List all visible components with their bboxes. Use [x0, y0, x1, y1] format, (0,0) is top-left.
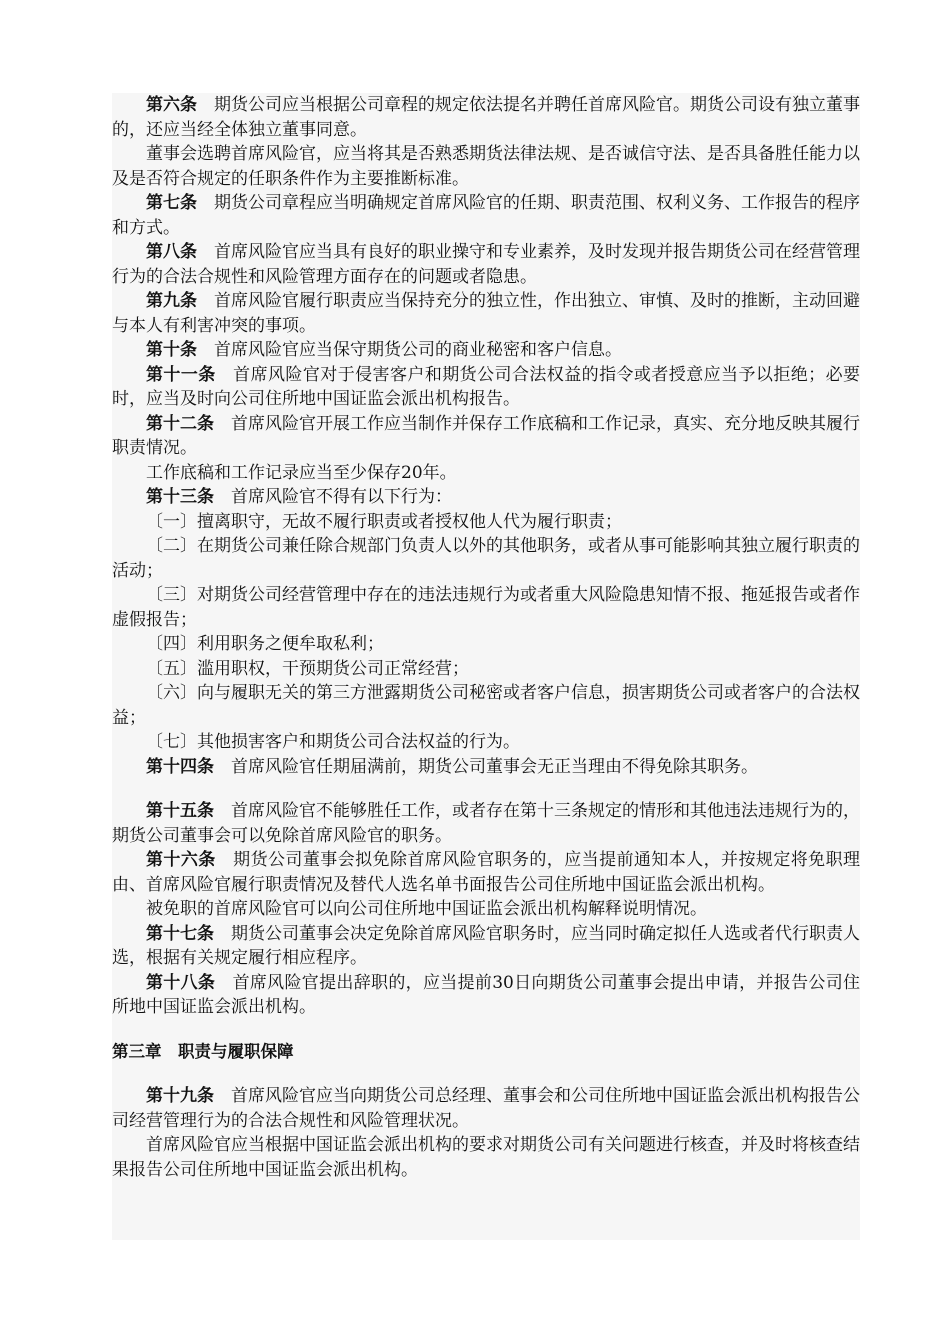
article-11: 第十一条 首席风险官对于侵害客户和期货公司合法权益的指令或者授意应当予以拒绝；必要时，应当及时向公司住所地中国证监会派出机构报告。	[112, 364, 860, 409]
chapter-heading: 第三章 职责与履职保障	[112, 1041, 294, 1061]
article-18: 第十八条 首席风险官提出辞职的，应当提前30日向期货公司董事会提出申请，并报告公司住所地中国证监会派出机构。	[112, 972, 860, 1017]
article-19: 第十九条 首席风险官应当向期货公司总经理、董事会和公司住所地中国证监会派出机构报告公司经营管理行为的合法合规性和风险管理状况。	[112, 1086, 860, 1131]
article-7: 第七条 期货公司章程应当明确规定首席风险官的任期、职责范围、权利义务、工作报告的程序和方式。	[112, 193, 860, 238]
list-item: 〔一〕擅离职守，无故不履行职责或者授权他人代为履行职责；	[146, 511, 622, 532]
document-page	[112, 93, 860, 1240]
article-6: 第六条 期货公司应当根据公司章程的规定依法提名并聘任首席风险官。期货公司设有独立董事的，还应当经全体独立董事同意。	[112, 95, 860, 140]
article-12: 第十二条 首席风险官开展工作应当制作并保存工作底稿和工作记录，真实、充分地反映其履行职责情况。	[112, 413, 860, 458]
list-item: 〔四〕利用职务之便牟取私利；	[146, 634, 384, 654]
list-item: 〔三〕对期货公司经营管理中存在的违法违规行为或者重大风险隐患知情不报、拖延报告或者作虚假报告；	[112, 585, 860, 630]
paragraph: 被免职的首席风险官可以向公司住所地中国证监会派出机构解释说明情况。	[146, 899, 707, 919]
article-15: 第十五条 首席风险官不能够胜任工作，或者存在第十三条规定的情形和其他违法违规行为的，期货公司董事会可以免除首席风险官的职务。	[112, 801, 860, 846]
list-item: 〔二〕在期货公司兼任除合规部门负责人以外的其他职务，或者从事可能影响其独立履行职责的活动；	[112, 536, 860, 581]
article-9: 第九条 首席风险官履行职责应当保持充分的独立性，作出独立、审慎、及时的推断，主动回避与本人有利害冲突的事项。	[112, 291, 860, 336]
list-item: 〔五〕滥用职权，干预期货公司正常经营；	[146, 658, 469, 679]
list-item: 〔六〕向与履职无关的第三方泄露期货公司秘密或者客户信息，损害期货公司或者客户的合法权益；	[112, 683, 860, 728]
paragraph: 首席风险官应当根据中国证监会派出机构的要求对期货公司有关问题进行核查，并及时将核查结果报告公司住所地中国证监会派出机构。	[112, 1135, 860, 1180]
article-13: 第十三条 首席风险官不得有以下行为：	[146, 487, 452, 507]
spacer	[112, 779, 860, 799]
paragraph: 董事会选聘首席风险官，应当将其是否熟悉期货法律法规、是否诚信守法、是否具备胜任能力以及是否符合规定的任职条件作为主要推断标准。	[112, 144, 860, 189]
article-14: 第十四条 首席风险官任期届满前，期货公司董事会无正当理由不得免除其职务。	[146, 756, 758, 777]
paragraph: 工作底稿和工作记录应当至少保存20年。	[146, 462, 457, 483]
article-10: 第十条 首席风险官应当保守期货公司的商业秘密和客户信息。	[146, 340, 622, 360]
spacer	[112, 1020, 860, 1040]
article-8: 第八条 首席风险官应当具有良好的职业操守和专业素养，及时发现并报告期货公司在经营管理行为的合法合规性和风险管理方面存在的问题或者隐患。	[112, 242, 860, 287]
article-17: 第十七条 期货公司董事会决定免除首席风险官职务时，应当同时确定拟任人选或者代行职责人选，根据有关规定履行相应程序。	[112, 923, 860, 968]
list-item: 〔七〕其他损害客户和期货公司合法权益的行为。	[146, 732, 520, 752]
article-16: 第十六条 期货公司董事会拟免除首席风险官职务的，应当提前通知本人，并按规定将免职理由、首席风险官履行职责情况及替代人选名单书面报告公司住所地中国证监会派出机构。	[112, 850, 860, 895]
spacer	[112, 1064, 860, 1084]
